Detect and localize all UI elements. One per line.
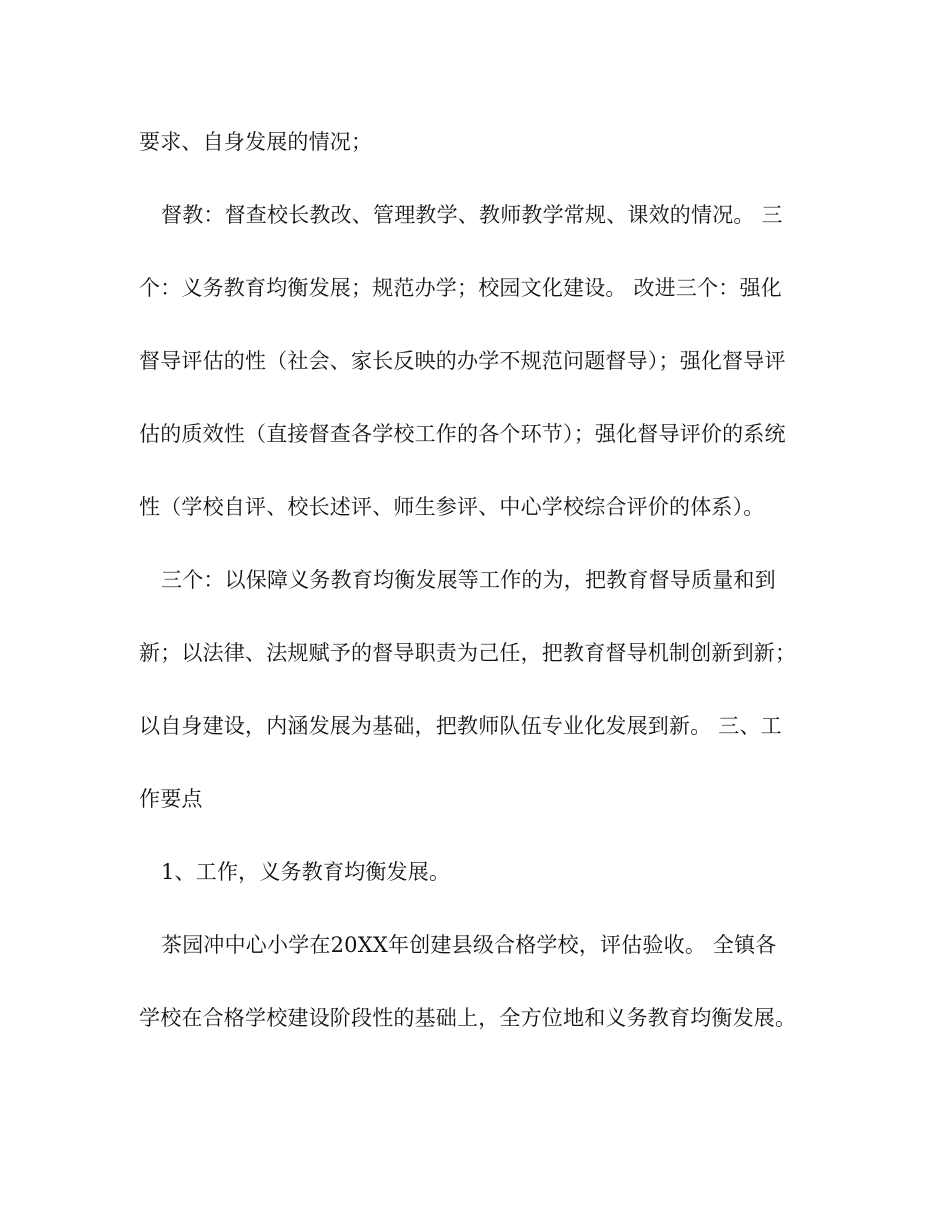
- text-line: 学校在合格学校建设阶段性的基础上，全方位地和义务教育均衡发展。: [139, 1006, 797, 1030]
- text-line: 茶园冲中心小学在20XX年创建县级合格学校，评估验收。 全镇各: [161, 933, 777, 957]
- text-line: 以自身建设，内涵发展为基础，把教师队伍专业化发展到新。 三、工: [139, 714, 782, 738]
- text-line: 个：义务教育均衡发展；规范办学；校园文化建设。 改进三个：强化: [139, 276, 782, 300]
- text-line: 督导评估的性（社会、家长反映的办学不规范问题督导）；强化督导评: [139, 349, 786, 373]
- text-line: 作要点: [139, 787, 203, 811]
- text-line: 要求、自身发展的情况；: [139, 130, 373, 154]
- text-line: 性（学校自评、校长述评、师生参评、中心学校综合评价的体系）。: [139, 495, 765, 519]
- text-line: 三个：以保障义务教育均衡发展等工作的为，把教育督导质量和到: [161, 568, 776, 592]
- text-line: 1、工作，义务教育均衡发展。: [161, 860, 451, 884]
- text-line: 督教：督查校长教改、管理教学、教师教学常规、课效的情况。 三: [161, 203, 783, 227]
- text-line: 新；以法律、法规赋予的督导职责为己任，把教育督导机制创新到新；: [139, 641, 797, 665]
- text-line: 估的质效性（直接督查各学校工作的各个环节）；强化督导评价的系统: [139, 422, 786, 446]
